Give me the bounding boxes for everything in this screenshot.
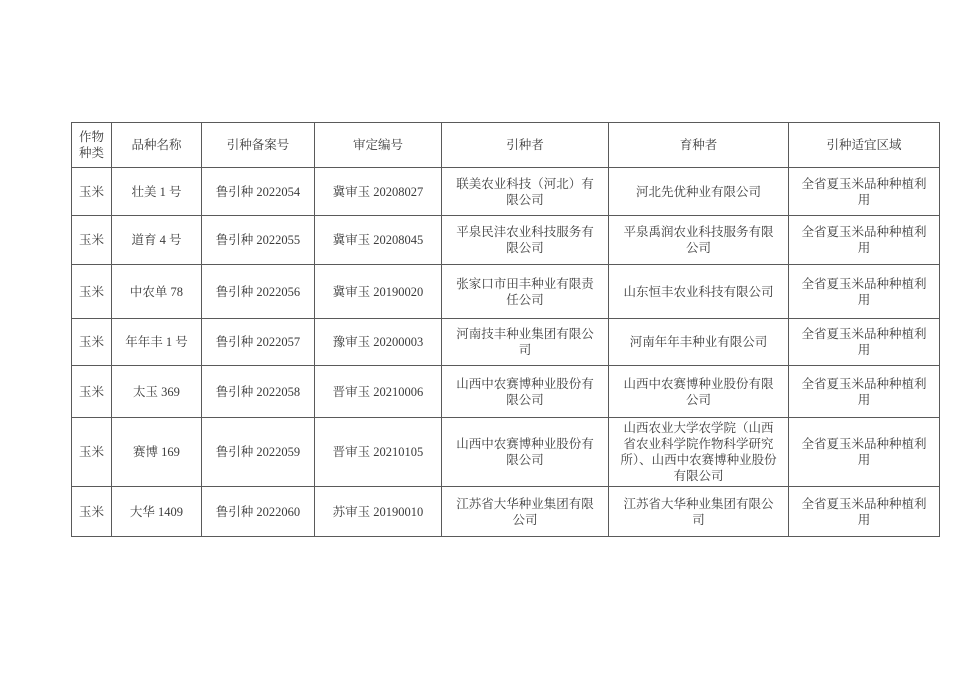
table-cell: 鲁引种 2022058	[202, 366, 315, 418]
table-cell: 江苏省大华种业集团有限公司	[609, 487, 789, 537]
table-cell: 全省夏玉米品种种植利用	[789, 487, 940, 537]
table-cell: 晋审玉 20210105	[315, 418, 442, 487]
table-cell: 赛博 169	[112, 418, 202, 487]
column-header: 引种适宜区域	[789, 123, 940, 168]
table-cell: 平泉禹润农业科技服务有限公司	[609, 216, 789, 265]
table-cell: 全省夏玉米品种种植利用	[789, 216, 940, 265]
table-cell: 冀审玉 20208045	[315, 216, 442, 265]
table-row	[72, 168, 940, 216]
table-cell: 全省夏玉米品种种植利用	[789, 168, 940, 216]
table-row	[72, 319, 940, 366]
table-cell: 张家口市田丰种业有限责任公司	[442, 265, 609, 319]
header-row	[72, 123, 940, 168]
table-cell: 全省夏玉米品种种植利用	[789, 319, 940, 366]
table-cell: 道育 4 号	[112, 216, 202, 265]
table-cell: 河南年年丰种业有限公司	[609, 319, 789, 366]
table-row	[72, 366, 940, 418]
column-header: 审定编号	[315, 123, 442, 168]
table-cell: 山西中农赛博种业股份有限公司	[442, 418, 609, 487]
variety-introduction-table	[71, 122, 940, 537]
table-row	[72, 418, 940, 487]
table-cell: 鲁引种 2022059	[202, 418, 315, 487]
table-cell: 山西中农赛博种业股份有限公司	[442, 366, 609, 418]
table-cell: 全省夏玉米品种种植利用	[789, 366, 940, 418]
column-header: 引种者	[442, 123, 609, 168]
table-cell: 鲁引种 2022060	[202, 487, 315, 537]
table-cell: 壮美 1 号	[112, 168, 202, 216]
column-header: 育种者	[609, 123, 789, 168]
table-cell: 晋审玉 20210006	[315, 366, 442, 418]
table-cell: 玉米	[72, 168, 112, 216]
table-cell: 冀审玉 20208027	[315, 168, 442, 216]
table-cell: 河南技丰种业集团有限公司	[442, 319, 609, 366]
table-cell: 鲁引种 2022055	[202, 216, 315, 265]
table-cell: 联美农业科技（河北）有限公司	[442, 168, 609, 216]
column-header: 作物种类	[72, 123, 112, 168]
table-cell: 冀审玉 20190020	[315, 265, 442, 319]
table-cell: 鲁引种 2022054	[202, 168, 315, 216]
table-body	[72, 168, 940, 537]
table-cell: 豫审玉 20200003	[315, 319, 442, 366]
table-cell: 太玉 369	[112, 366, 202, 418]
table-cell: 玉米	[72, 418, 112, 487]
table-row	[72, 487, 940, 537]
table-cell: 鲁引种 2022056	[202, 265, 315, 319]
table-cell: 玉米	[72, 487, 112, 537]
table-cell: 玉米	[72, 216, 112, 265]
table-cell: 江苏省大华种业集团有限公司	[442, 487, 609, 537]
table-cell: 年年丰 1 号	[112, 319, 202, 366]
table-cell: 大华 1409	[112, 487, 202, 537]
table-cell: 山东恒丰农业科技有限公司	[609, 265, 789, 319]
table-cell: 全省夏玉米品种种植利用	[789, 418, 940, 487]
table-cell: 山西中农赛博种业股份有限公司	[609, 366, 789, 418]
table-cell: 玉米	[72, 319, 112, 366]
table-cell: 中农单 78	[112, 265, 202, 319]
table-cell: 平泉民沣农业科技服务有限公司	[442, 216, 609, 265]
table-row	[72, 216, 940, 265]
table-row	[72, 265, 940, 319]
table-cell: 苏审玉 20190010	[315, 487, 442, 537]
table-cell: 山西农业大学农学院（山西省农业科学院作物科学研究所）、山西中农赛博种业股份有限公司	[609, 418, 789, 487]
column-header: 引种备案号	[202, 123, 315, 168]
table-cell: 鲁引种 2022057	[202, 319, 315, 366]
table-cell: 河北先优种业有限公司	[609, 168, 789, 216]
table-cell: 全省夏玉米品种种植利用	[789, 265, 940, 319]
table-cell: 玉米	[72, 366, 112, 418]
column-header: 品种名称	[112, 123, 202, 168]
table-cell: 玉米	[72, 265, 112, 319]
